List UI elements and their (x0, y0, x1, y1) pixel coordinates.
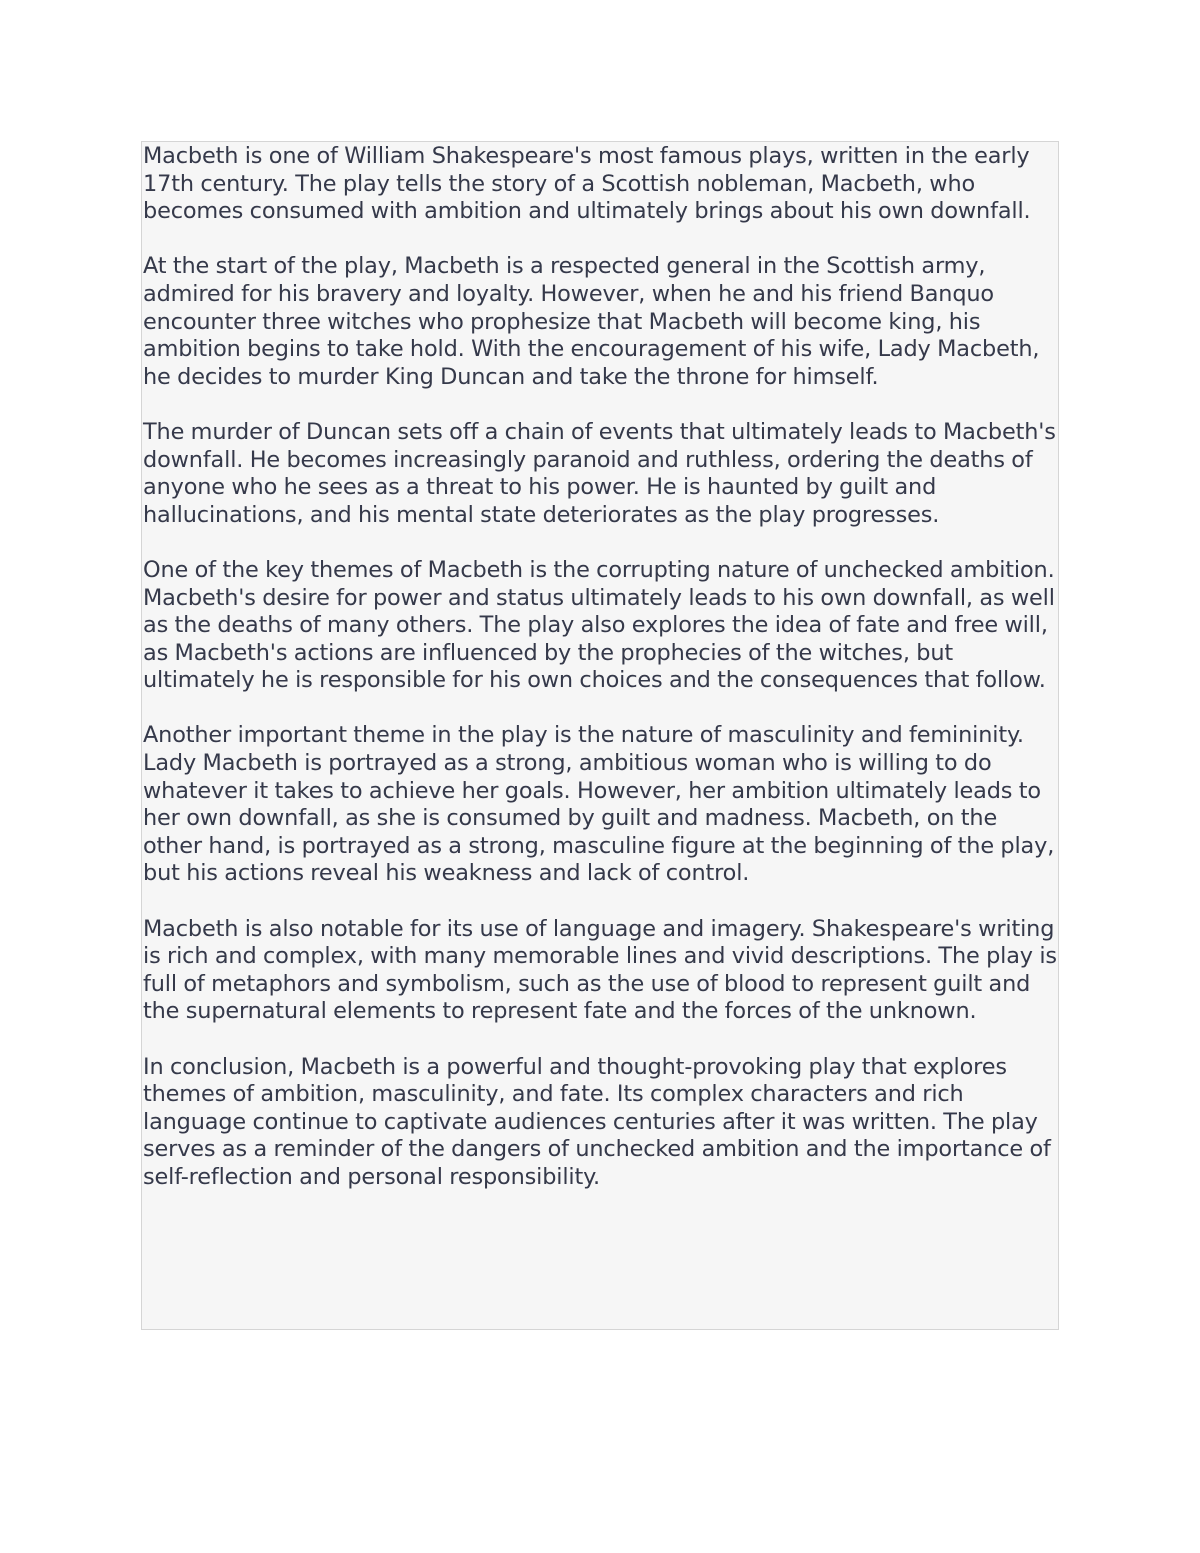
paragraph-macbeth-start: At the start of the play, Macbeth is a respected general in the Scottish army, admired for his bravery and loyalty. However, when he and his friend Banquo encounter three witches who prophesize that Macbeth will become king, his ambition begins to take hold. With the encouragement of his wife, Lady Macbeth, he decides to murder King Duncan and take the throne for himself. (143, 253, 1040, 390)
essay-text-block (141, 141, 1059, 1330)
paragraph-duncan-murder: The murder of Duncan sets off a chain of events that ultimately leads to Macbeth's downfall. He becomes increasingly paranoid and ruthless, ordering the deaths of anyone who he sees as a threat to his power. He is haunted by guilt and hallucinations, and his mental state deteriorates as the play progresses. (143, 418, 1056, 528)
paragraph-ambition-theme: One of the key themes of Macbeth is the corrupting nature of unchecked ambition. Macbeth's desire for power and status ultimately leads to his own downfall, as well as the deaths of many others. The play also explores the idea of fate and free will, as Macbeth's actions are influenced by the prophecies of the witches, but ultimately he is responsible for his own choices and the consequences that follow. (143, 556, 1055, 694)
paragraph-gender-theme: Another important theme in the play is the nature of masculinity and femininity. Lady Macbeth is portrayed as a strong, ambitious woman who is willing to do whatever it takes to achieve her goals. However, her ambition ultimately leads to her own downfall, as she is consumed by guilt and madness. Macbeth, on the other hand, is portrayed as a strong, masculine figure at the beginning of the play, but his actions reveal his weakness and lack of control. (143, 722, 1055, 887)
paragraph-conclusion: In conclusion, Macbeth is a powerful and thought-provoking play that explores themes of ambition, masculinity, and fate. Its complex characters and rich language continue to captivate audiences centuries after it was written. The play serves as a reminder of the dangers of unchecked ambition and the importance of self-reflection and personal responsibility. (143, 1053, 1051, 1190)
paragraph-introduction: Macbeth is one of William Shakespeare's most famous plays, written in the early 17th century. The play tells the story of a Scottish nobleman, Macbeth, who becomes consumed with ambition and ultimately brings about his own downfall. (143, 143, 1031, 225)
paragraph-language-imagery: Macbeth is also notable for its use of language and imagery. Shakespeare's writing is rich and complex, with many memorable lines and vivid descriptions. The play is full of metaphors and symbolism, such as the use of blood to represent guilt and the supernatural elements to represent fate and the forces of the unknown. (143, 915, 1057, 1025)
